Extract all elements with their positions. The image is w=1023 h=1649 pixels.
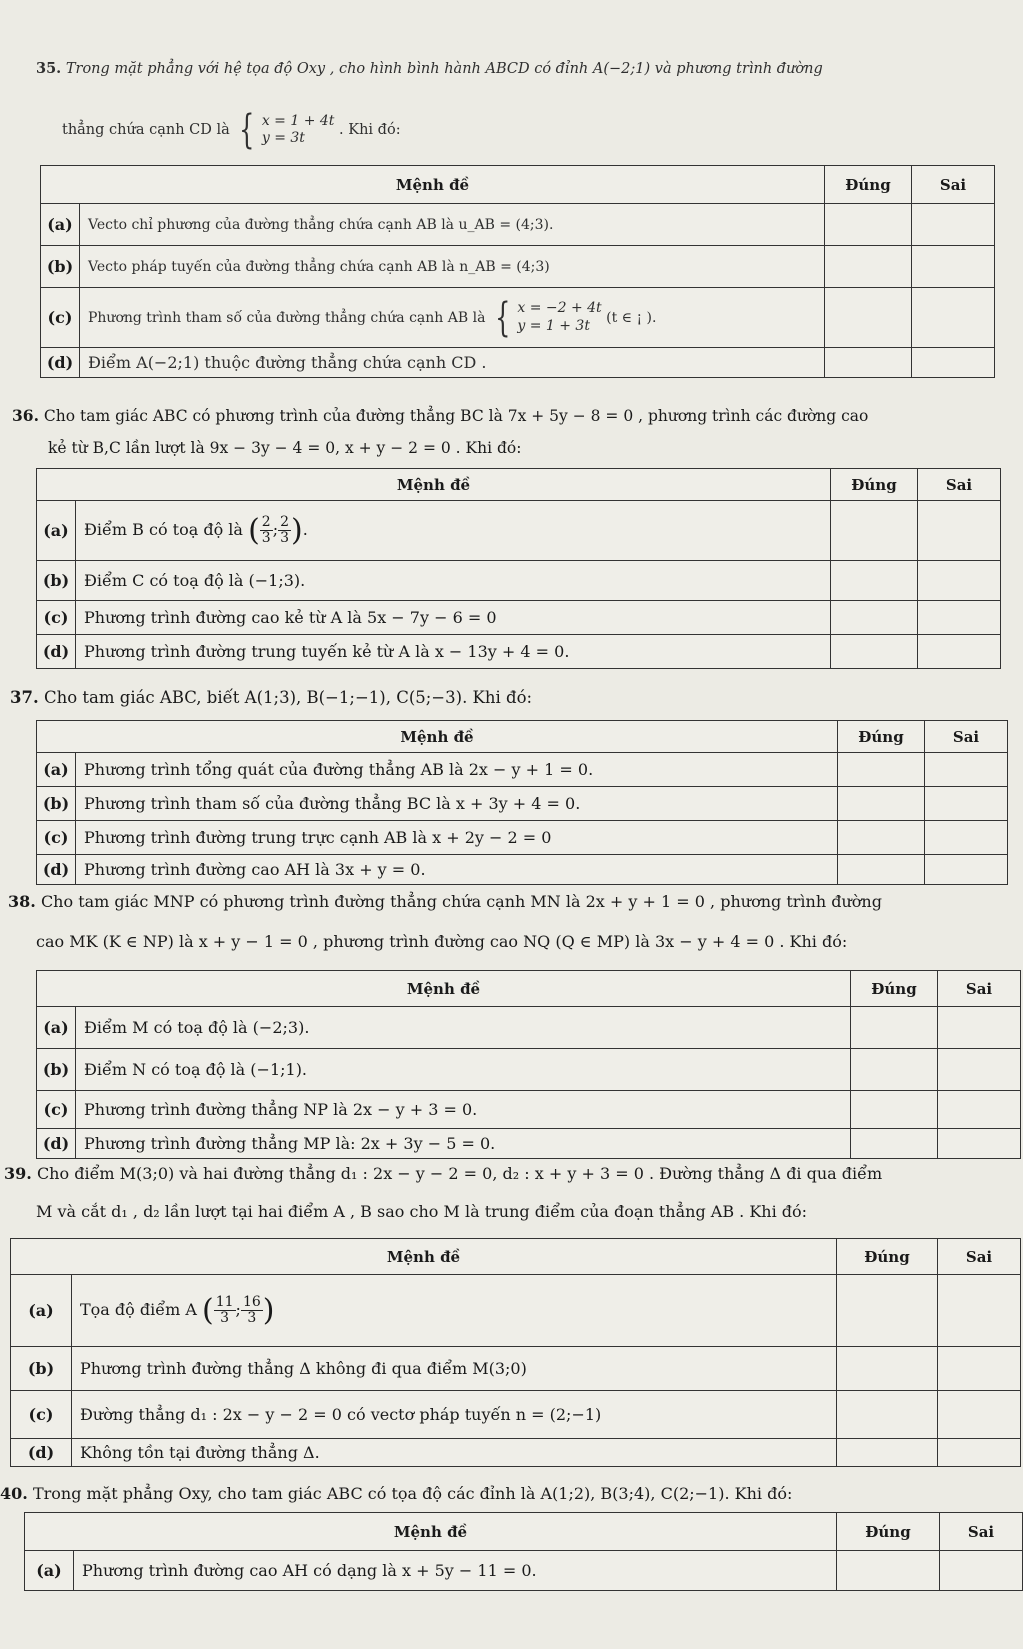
header-true: Đúng [825,166,912,204]
table-40 [24,1512,1023,1591]
false-cell[interactable] [938,1049,1021,1091]
question-35-line2 [62,107,1011,153]
true-cell[interactable] [837,1391,938,1439]
question-text: Cho điểm M(3;0) và hai đường thẳng d₁ : 2x − y − 2 = 0, d₂ : x + y + 3 = 0 . Đường thẳng Δ đi qua điểm [36,1164,883,1183]
row-text: Điểm A(−2;1) thuộc đường thẳng chứa cạnh CD . [80,348,825,378]
true-cell[interactable] [837,1275,938,1347]
false-cell[interactable] [938,1275,1021,1347]
true-cell[interactable] [837,1347,938,1391]
header-false: Sai [938,971,1021,1007]
table-row [37,1129,1021,1159]
true-cell[interactable] [825,288,912,348]
row-label: (d) [41,348,80,378]
question-number: 36. [12,406,39,425]
true-cell[interactable] [851,1091,938,1129]
true-cell[interactable] [825,204,912,246]
false-cell[interactable] [925,821,1008,855]
true-cell[interactable] [831,561,918,601]
false-cell[interactable] [938,1129,1021,1159]
question-text: Cho tam giác ABC, biết A(1;3), B(−1;−1), C(5;−3). Khi đó: [43,688,533,707]
parametric-system: { x = −2 + 4t y = 1 + 3t [494,294,602,341]
true-cell[interactable] [825,348,912,378]
true-cell[interactable] [851,1007,938,1049]
table-row [37,1091,1021,1129]
true-cell[interactable] [838,753,925,787]
row-text: Vecto chỉ phương của đường thẳng chứa cạnh AB là u_AB = (4;3). [80,204,825,246]
false-cell[interactable] [938,1439,1021,1467]
row-label: (a) [25,1551,74,1591]
question-39-line2 [36,1200,1011,1223]
row-label: (b) [11,1347,72,1391]
header-false: Sai [940,1513,1023,1551]
row-label: (c) [37,601,76,635]
table-38 [36,970,1021,1159]
table-row [11,1275,1021,1347]
row-label: (a) [37,753,76,787]
row-text: Điểm N có toạ độ là (−1;1). [76,1049,851,1091]
row-label: (b) [37,1049,76,1091]
row-text: Phương trình đường trung trực cạnh AB là x + 2y − 2 = 0 [76,821,838,855]
false-cell[interactable] [912,246,995,288]
table-row [25,1551,1023,1591]
fraction: $\frac{11}{3}$ [215,1293,234,1326]
question-number: 40. [0,1484,28,1503]
system-line: y = 3t [261,130,305,146]
false-cell[interactable] [925,855,1008,885]
table-row [37,561,1001,601]
row-text: Điểm B có toạ độ là [84,520,243,539]
header-proposition: Mệnh đề [11,1239,837,1275]
true-cell[interactable] [851,1049,938,1091]
false-cell[interactable] [925,787,1008,821]
row-label: (c) [41,288,80,348]
row-content: Tọa độ điểm A ( $\frac{11}{3}$ ; $\frac{16}{3}$ ) [72,1275,837,1347]
row-label: (d) [37,855,76,885]
question-36-line2 [48,437,1011,459]
table-row [11,1347,1021,1391]
row-text: Phương trình đường trung tuyến kẻ từ A là x − 13y + 4 = 0. [76,635,831,669]
header-proposition: Mệnh đề [25,1513,837,1551]
true-cell[interactable] [838,855,925,885]
header-proposition: Mệnh đề [37,721,838,753]
table-row [41,204,995,246]
question-36 [12,405,1011,427]
false-cell[interactable] [938,1091,1021,1129]
fraction: $\frac{16}{3}$ [242,1293,261,1326]
header-true: Đúng [837,1513,940,1551]
header-proposition: Mệnh đề [41,166,825,204]
table-row [37,855,1008,885]
row-content [80,288,825,348]
question-number: 37. [10,688,39,707]
table-row [37,821,1008,855]
row-text: Phương trình đường cao AH là 3x + y = 0. [76,855,838,885]
row-label: (a) [37,501,76,561]
system-line: x = −2 + 4t [517,300,602,316]
question-number: 38. [8,892,36,911]
row-label: (b) [41,246,80,288]
table-row [37,1007,1021,1049]
row-label: (c) [11,1391,72,1439]
row-label: (d) [37,635,76,669]
table-row [41,288,995,348]
question-35 [36,58,1011,80]
false-cell[interactable] [940,1551,1023,1591]
row-text: Điểm C có toạ độ là (−1;3). [76,561,831,601]
header-proposition: Mệnh đề [37,469,831,501]
question-text: Cho tam giác ABC có phương trình của đường thẳng BC là 7x + 5y − 8 = 0 , phương trình các đường cao [43,407,869,425]
question-text: M và cắt d₁ , d₂ lần lượt tại hai điểm A , B sao cho M là trung điểm của đoạn thẳng AB . Khi đó: [36,1202,808,1221]
table-row [41,246,995,288]
row-text: Phương trình đường cao AH có dạng là x + 5y − 11 = 0. [74,1551,837,1591]
true-cell[interactable] [851,1129,938,1159]
table-row [11,1439,1021,1467]
true-cell[interactable] [825,246,912,288]
question-40 [0,1482,1011,1505]
question-number: 39. [4,1164,32,1183]
condition: (t ∈ ¡ ). [606,309,657,326]
question-tail: . Khi đó: [339,122,401,138]
system-line: x = 1 + 4t [261,112,335,129]
header-false: Sai [925,721,1008,753]
true-cell[interactable] [831,601,918,635]
table-row [37,787,1008,821]
false-cell[interactable] [918,635,1001,669]
table-39 [10,1238,1021,1467]
question-text: cao MK (K ∈ NP) là x + y − 1 = 0 , phương trình đường cao NQ (Q ∈ MP) là 3x − y + 4 = 0 . Khi đó: [36,932,848,951]
row-text: Phương trình tổng quát của đường thẳng AB là 2x − y + 1 = 0. [76,753,838,787]
question-text: Trong mặt phẳng Oxy, cho tam giác ABC có tọa độ các đỉnh là A(1;2), B(3;4), C(2;−1). Khi đó: [32,1484,793,1503]
true-cell[interactable] [831,501,918,561]
row-label: (c) [37,1091,76,1129]
false-cell[interactable] [918,501,1001,561]
false-cell[interactable] [918,561,1001,601]
row-content: Điểm B có toạ độ là ( $\frac{2}{3}$ ; $\frac{2}{3}$ ). [76,501,831,561]
false-cell[interactable] [912,288,995,348]
header-proposition: Mệnh đề [37,971,851,1007]
true-cell[interactable] [837,1551,940,1591]
row-label: (b) [37,561,76,601]
header-true: Đúng [831,469,918,501]
question-text: thẳng chứa cạnh CD là [62,122,230,138]
row-text: Không tồn tại đường thẳng Δ. [72,1439,837,1467]
row-text: Phương trình đường thẳng MP là: 2x + 3y − 5 = 0. [76,1129,851,1159]
false-cell[interactable] [938,1391,1021,1439]
header-true: Đúng [851,971,938,1007]
question-37 [10,686,1011,710]
table-37 [36,720,1008,885]
false-cell[interactable] [938,1007,1021,1049]
true-cell[interactable] [831,635,918,669]
row-label: (d) [11,1439,72,1467]
true-cell[interactable] [837,1439,938,1467]
row-text: Tọa độ điểm A [80,1300,197,1319]
table-row [37,1049,1021,1091]
fraction: $\frac{2}{3}$ [280,513,290,546]
question-38 [8,890,1011,913]
row-label: (a) [11,1275,72,1347]
table-36 [36,468,1001,669]
row-label: (d) [37,1129,76,1159]
header-false: Sai [912,166,995,204]
table-row [37,753,1008,787]
false-cell[interactable] [925,753,1008,787]
table-row [37,635,1001,669]
false-cell[interactable] [938,1347,1021,1391]
row-text: Vecto pháp tuyến của đường thẳng chứa cạnh AB là n_AB = (4;3) [80,246,825,288]
table-row [11,1391,1021,1439]
row-label: (b) [37,787,76,821]
parametric-system: { x = 1 + 4t y = 3t [239,107,335,153]
question-text: Cho tam giác MNP có phương trình đường thẳng chứa cạnh MN là 2x + y + 1 = 0 , phương trình đường [40,892,882,911]
row-text: Phương trình đường cao kẻ từ A là 5x − 7y − 6 = 0 [76,601,831,635]
header-false: Sai [918,469,1001,501]
row-text: Phương trình tham số của đường thẳng chứa cạnh AB là [88,309,486,326]
row-text: Phương trình đường thẳng NP là 2x − y + 3 = 0. [76,1091,851,1129]
question-38-line2 [36,930,1011,953]
row-text: Phương trình tham số của đường thẳng BC là x + 3y + 4 = 0. [76,787,838,821]
header-true: Đúng [837,1239,938,1275]
fraction: $\frac{2}{3}$ [261,513,271,546]
row-text: Đường thẳng d₁ : 2x − y − 2 = 0 có vectơ pháp tuyến n = (2;−1) [72,1391,837,1439]
row-label: (c) [37,821,76,855]
question-39 [4,1162,1011,1185]
header-true: Đúng [838,721,925,753]
true-cell[interactable] [838,821,925,855]
false-cell[interactable] [918,601,1001,635]
row-text: Phương trình đường thẳng Δ không đi qua điểm M(3;0) [72,1347,837,1391]
true-cell[interactable] [838,787,925,821]
false-cell[interactable] [912,348,995,378]
table-35 [40,165,995,378]
table-row [37,501,1001,561]
table-row [41,348,995,378]
row-text: Điểm M có toạ độ là (−2;3). [76,1007,851,1049]
row-label: (a) [37,1007,76,1049]
table-row [37,601,1001,635]
false-cell[interactable] [912,204,995,246]
question-text: kẻ từ B,C lần lượt là 9x − 3y − 4 = 0, x + y − 2 = 0 . Khi đó: [48,439,522,457]
question-text: Trong mặt phẳng với hệ tọa độ Oxy , cho hình bình hành ABCD có đỉnh A(−2;1) và phương trình đường [65,61,823,77]
question-number: 35. [36,60,62,77]
row-label: (a) [41,204,80,246]
header-false: Sai [938,1239,1021,1275]
system-line: y = 1 + 3t [517,317,590,334]
